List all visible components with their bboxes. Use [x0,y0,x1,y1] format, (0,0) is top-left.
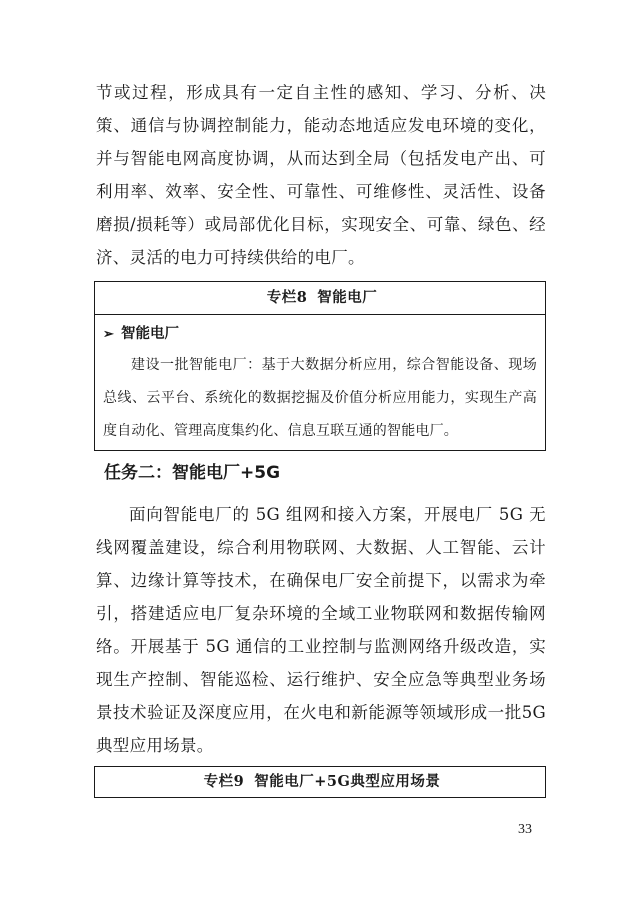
column-box-8-bullet [103,319,537,349]
column-box-8 [94,281,546,451]
column-box-8-number: 专栏8 [266,289,308,306]
section-heading: 任务二：智能电厂+5G [104,463,281,483]
column-box-8-text: 建设一批智能电厂：基于大数据分析应用，综合智能设备、现场总线、云平台、系统化的数据挖掘及价值分析应用能力，实现生产高度自动化、管理高度集约化、信息互联互通的智能电厂。 [103,357,537,439]
column-box-8-bullet-heading: 智能电厂 [121,325,179,342]
column-box-8-body [95,315,545,448]
column-box-9-number: 专栏9 [203,773,245,790]
column-box-8-title-text: 智能电厂 [317,289,378,306]
column-box-9 [94,766,546,798]
column-box-8-title [95,282,545,315]
column-box-9-title-text: 智能电厂+5G典型应用场景 [254,773,441,790]
page-number: 33 [518,822,532,837]
column-box-9-title [95,767,545,796]
arrow-bullet-icon: ➢ [103,327,114,342]
task-paragraph: 面向智能电厂的 5G 组网和接入方案，开展电厂 5G 无线网覆盖建设，综合利用物联网、大数据、人工智能、云计算、边缘计算等技术，在确保电厂安全前提下，以需求为牵引，搭建适应电厂复杂环境的全域工业物联网和数据传输网络。开展基于 5G 通信的工业控制与监测网络升级改造，实现生产控制、智能巡检、运行维护、安全应急等典型业务场景技术验证及深度应用，在火电和新能源等领域形成一批5G 典型应用场景。 [96,505,546,755]
intro-paragraph: 节或过程，形成具有一定自主性的感知、学习、分析、决策、通信与协调控制能力，能动态地适应发电环境的变化，并与智能电网高度协调，从而达到全局（包括发电产出、可利用率、效率、安全性、可靠性、可维修性、灵活性、设备磨损/损耗等）或局部优化目标，实现安全、可靠、绿色、经济、灵活的电力可持续供给的电厂。 [96,83,546,267]
